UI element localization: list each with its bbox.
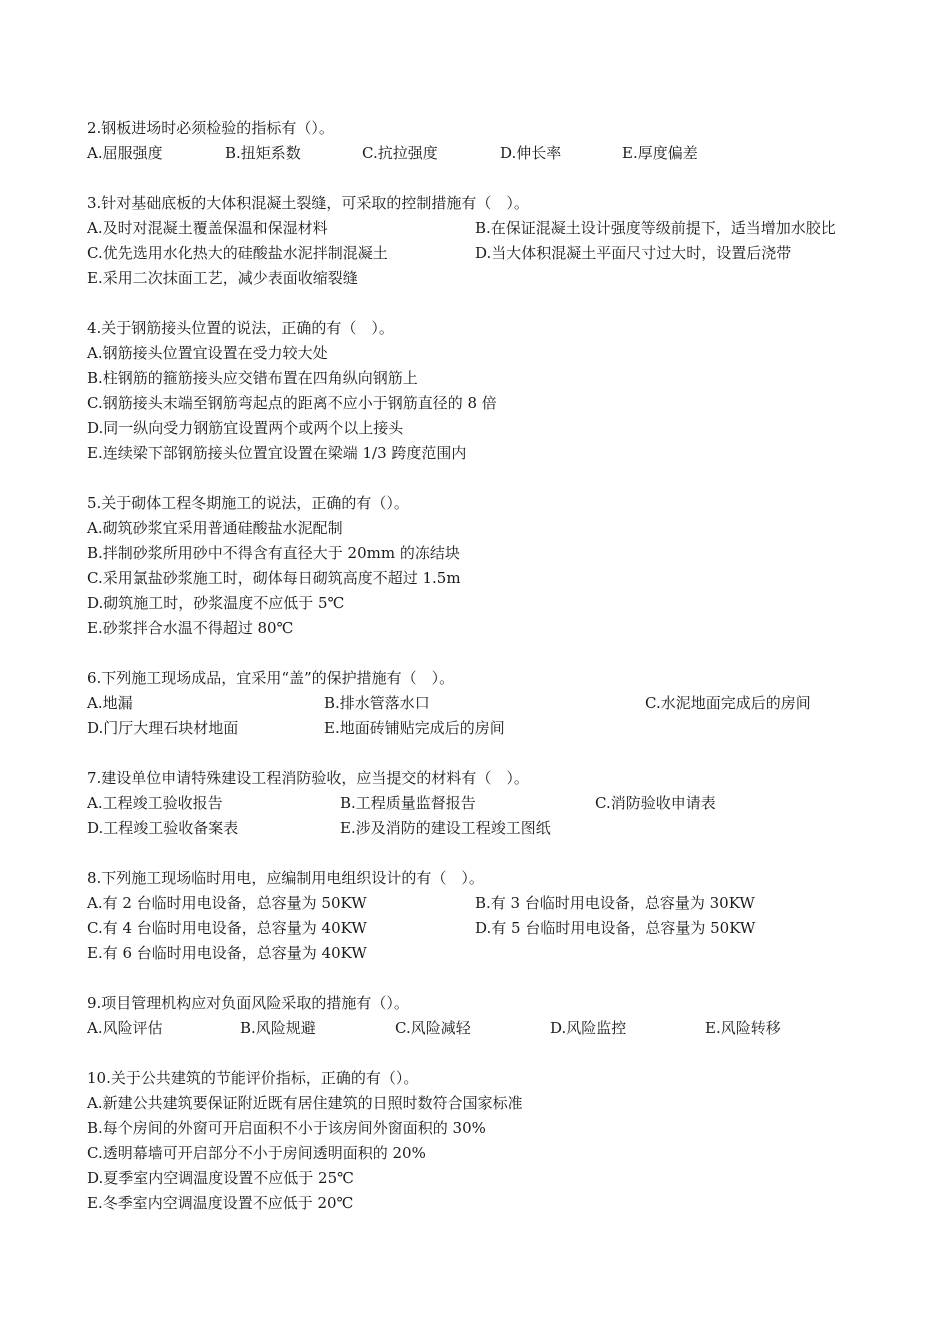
option-b: B.排水管落水口	[324, 694, 430, 712]
option-row	[87, 216, 887, 241]
option-b: B.扭矩系数	[225, 144, 301, 162]
question-stem: 4.关于钢筋接头位置的说法，正确的有（ ）。	[87, 319, 394, 337]
option-e: E.砂浆拌合水温不得超过 80℃	[87, 619, 294, 637]
question-2	[87, 116, 887, 166]
option-row	[87, 691, 887, 716]
option-d: D.同一纵向受力钢筋宜设置两个或两个以上接头	[87, 419, 404, 437]
question-9	[87, 991, 887, 1041]
question-stem: 7.建设单位申请特殊建设工程消防验收，应当提交的材料有（ ）。	[87, 769, 529, 787]
option-b: B.工程质量监督报告	[340, 794, 476, 812]
option-e: E.涉及消防的建设工程竣工图纸	[340, 819, 551, 837]
exam-page	[87, 116, 887, 1241]
option-b: B.拌制砂浆所用砂中不得含有直径大于 20mm 的冻结块	[87, 544, 460, 562]
option-b: B.在保证混凝土设计强度等级前提下，适当增加水胶比	[475, 219, 836, 237]
option-e: E.采用二次抹面工艺，减少表面收缩裂缝	[87, 269, 358, 287]
option-b: B.柱钢筋的箍筋接头应交错布置在四角纵向钢筋上	[87, 369, 418, 387]
question-stem: 3.针对基础底板的大体积混凝土裂缝，可采取的控制措施有（ ）。	[87, 194, 529, 212]
question-stem: 10.关于公共建筑的节能评价指标，正确的有（）。	[87, 1069, 419, 1087]
option-c: C.抗拉强度	[362, 144, 438, 162]
question-6	[87, 666, 887, 741]
option-a: A.工程竣工验收报告	[87, 794, 223, 812]
option-d: D.伸长率	[500, 144, 562, 162]
option-row	[87, 816, 887, 841]
option-d: D.当大体积混凝土平面尺寸过大时，设置后浇带	[475, 244, 792, 262]
option-row	[87, 141, 887, 166]
option-a: A.砌筑砂浆宜采用普通硅酸盐水泥配制	[87, 519, 343, 537]
option-c: C.水泥地面完成后的房间	[645, 694, 811, 712]
option-e: E.冬季室内空调温度设置不应低于 20℃	[87, 1194, 354, 1212]
option-a: A.新建公共建筑要保证附近既有居住建筑的日照时数符合国家标准	[87, 1094, 523, 1112]
option-c: C.有 4 台临时用电设备，总容量为 40KW	[87, 919, 367, 937]
option-row	[87, 891, 887, 916]
option-d: D.工程竣工验收备案表	[87, 819, 239, 837]
option-e: E.厚度偏差	[622, 144, 698, 162]
option-e: E.地面砖铺贴完成后的房间	[324, 719, 505, 737]
option-row	[87, 916, 887, 941]
option-d: D.夏季室内空调温度设置不应低于 25℃	[87, 1169, 354, 1187]
option-e: E.风险转移	[705, 1019, 781, 1037]
question-stem: 8.下列施工现场临时用电，应编制用电组织设计的有（ ）。	[87, 869, 484, 887]
option-c: C.钢筋接头末端至钢筋弯起点的距离不应小于钢筋直径的 8 倍	[87, 394, 497, 412]
option-a: A.钢筋接头位置宜设置在受力较大处	[87, 344, 328, 362]
option-d: D.门厅大理石块材地面	[87, 719, 239, 737]
option-c: C.风险减轻	[395, 1019, 471, 1037]
question-stem: 6.下列施工现场成品，宜采用“盖”的保护措施有（ ）。	[87, 669, 455, 687]
option-row	[87, 791, 887, 816]
option-b: B.有 3 台临时用电设备，总容量为 30KW	[475, 894, 755, 912]
option-d: D.风险监控	[550, 1019, 627, 1037]
option-e: E.有 6 台临时用电设备，总容量为 40KW	[87, 944, 367, 962]
option-row	[87, 716, 887, 741]
option-a: A.风险评估	[87, 1019, 163, 1037]
option-row	[87, 941, 887, 966]
option-d: D.砌筑施工时，砂浆温度不应低于 5℃	[87, 594, 345, 612]
question-5	[87, 491, 887, 641]
option-a: A.屈服强度	[87, 144, 163, 162]
option-row	[87, 266, 887, 291]
option-b: B.每个房间的外窗可开启面积不小于该房间外窗面积的 30%	[87, 1119, 486, 1137]
option-c: C.透明幕墙可开启部分不小于房间透明面积的 20%	[87, 1144, 426, 1162]
option-row	[87, 241, 887, 266]
question-stem: 5.关于砌体工程冬期施工的说法，正确的有（）。	[87, 494, 409, 512]
option-c: C.采用氯盐砂浆施工时，砌体每日砌筑高度不超过 1.5m	[87, 569, 461, 587]
option-e: E.连续梁下部钢筋接头位置宜设置在梁端 1/3 跨度范围内	[87, 444, 467, 462]
question-stem: 2.钢板进场时必须检验的指标有（）。	[87, 119, 334, 137]
option-b: B.风险规避	[240, 1019, 316, 1037]
option-row	[87, 1016, 887, 1041]
question-4	[87, 316, 887, 466]
option-a: A.有 2 台临时用电设备，总容量为 50KW	[87, 894, 367, 912]
option-c: C.优先选用水化热大的硅酸盐水泥拌制混凝土	[87, 244, 388, 262]
option-a: A.地漏	[87, 694, 133, 712]
question-10	[87, 1066, 887, 1216]
option-c: C.消防验收申请表	[595, 794, 716, 812]
option-d: D.有 5 台临时用电设备，总容量为 50KW	[475, 919, 756, 937]
question-7	[87, 766, 887, 841]
question-stem: 9.项目管理机构应对负面风险采取的措施有（）。	[87, 994, 409, 1012]
option-a: A.及时对混凝土覆盖保温和保湿材料	[87, 219, 328, 237]
question-8	[87, 866, 887, 966]
question-3	[87, 191, 887, 291]
